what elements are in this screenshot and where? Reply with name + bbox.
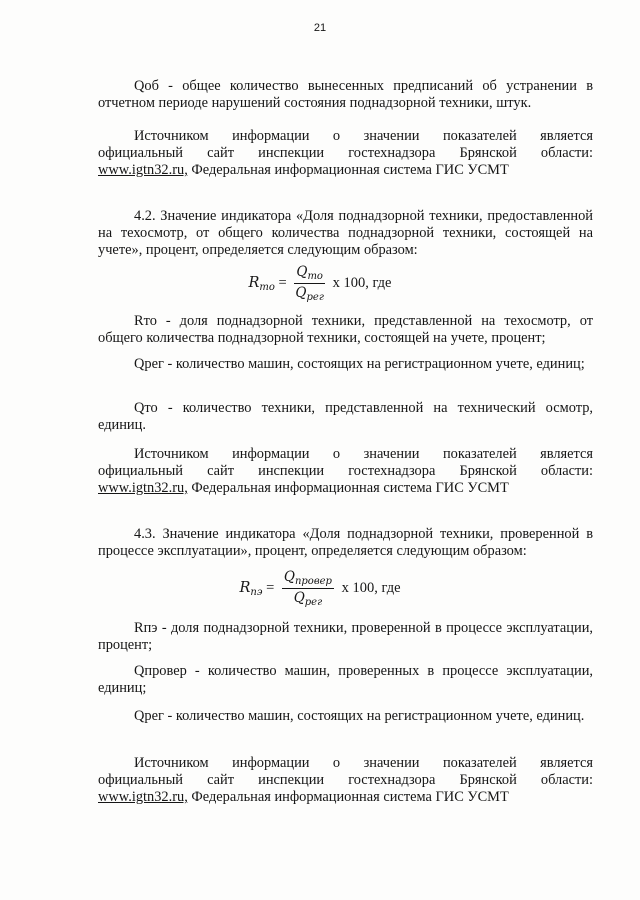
source-note-1	[98, 128, 593, 179]
def-q-to-text: Qто - количество техники, представленной на технический осмотр, единиц.	[98, 400, 593, 433]
def-r-to	[98, 313, 593, 347]
source-suffix: Федеральная информационная система ГИС УСМТ	[187, 480, 509, 496]
source-line-2: официальный сайт инспекции гостехнадзора Брянской области:	[98, 772, 593, 788]
source-line-1: Источником информации о значении показателей является	[134, 446, 593, 462]
source-note-2	[98, 446, 593, 497]
def-r-pe-text: Rпэ - доля поднадзорной техники, проверенной в процессе эксплуатации, процент;	[98, 620, 593, 653]
source-line-3	[98, 480, 593, 497]
source-link[interactable]: www.igtn32.ru,	[98, 480, 188, 496]
source-link[interactable]: www.igtn32.ru,	[98, 789, 188, 805]
section-4-2-heading	[98, 208, 593, 259]
source-note-3	[98, 755, 593, 806]
source-suffix: Федеральная информационная система ГИС УСМТ	[187, 162, 509, 178]
formula-fraction: $\frac{Q_{провер}}{Q_{рег}}$	[283, 569, 332, 608]
def-q-reg-2-text: Qрег - количество машин, состоящих на регистрационном учете, единиц.	[134, 708, 585, 724]
def-q-reg-2	[98, 708, 593, 725]
def-q-to	[98, 400, 593, 434]
formula-rhs: x 100, где	[341, 580, 401, 596]
def-q-prover-text: Qпровер - количество машин, проверенных в процессе эксплуатации, единиц;	[98, 663, 593, 696]
formula-fraction: $\frac{Q_{то}}{Q_{рег}}$	[295, 264, 324, 303]
source-line-2: официальный сайт инспекции гостехнадзора Брянской области:	[98, 463, 593, 479]
source-link[interactable]: www.igtn32.ru,	[98, 162, 188, 178]
section-4-2-heading-text: 4.2. Значение индикатора «Доля поднадзорной техники, предоставленной на техосмотр, от общего количества поднадзорной техники, состоящей на учете», процент, определяется следующим образом:	[98, 208, 593, 258]
source-line-3	[98, 789, 593, 806]
def-q-reg-text: Qрег - количество машин, состоящих на регистрационном учете, единиц;	[134, 356, 585, 372]
section-4-3-heading-text: 4.3. Значение индикатора «Доля поднадзорной техники, проверенной в процессе эксплуатации», процент, определяется следующим образом:	[98, 526, 593, 559]
qob-definition	[98, 78, 593, 112]
def-q-reg	[98, 356, 593, 373]
formula-lhs: $R_{пэ}$	[239, 579, 263, 598]
formula-r-pe: $R_{пэ}$ = $\frac{Q_{провер}}{Q_{рег}}$ x 100, где	[239, 569, 401, 608]
formula-r-to: $R_{то}$ = $\frac{Q_{то}}{Q_{рег}}$ x 100, где	[248, 264, 392, 303]
def-q-prover	[98, 663, 593, 697]
source-suffix: Федеральная информационная система ГИС УСМТ	[187, 789, 509, 805]
qob-definition-text: Qоб - общее количество вынесенных предписаний об устранении в отчетном периоде нарушений состояния поднадзорной техники, штук.	[98, 78, 593, 111]
def-r-pe	[98, 620, 593, 654]
formula-rhs: x 100, где	[332, 275, 392, 291]
source-line-1: Источником информации о значении показателей является	[134, 755, 593, 771]
def-r-to-text: Rто - доля поднадзорной техники, представленной на техосмотр, от общего количества поднадзорной техники, состоящей на учете, процент;	[98, 313, 593, 346]
page-number: 21	[313, 22, 327, 34]
source-line-1: Источником информации о значении показателей является	[134, 128, 593, 144]
source-line-2: официальный сайт инспекции гостехнадзора Брянской области:	[98, 145, 593, 161]
formula-lhs: $R_{то}$	[248, 274, 275, 293]
section-4-3-heading	[98, 526, 593, 560]
source-line-3	[98, 162, 593, 179]
